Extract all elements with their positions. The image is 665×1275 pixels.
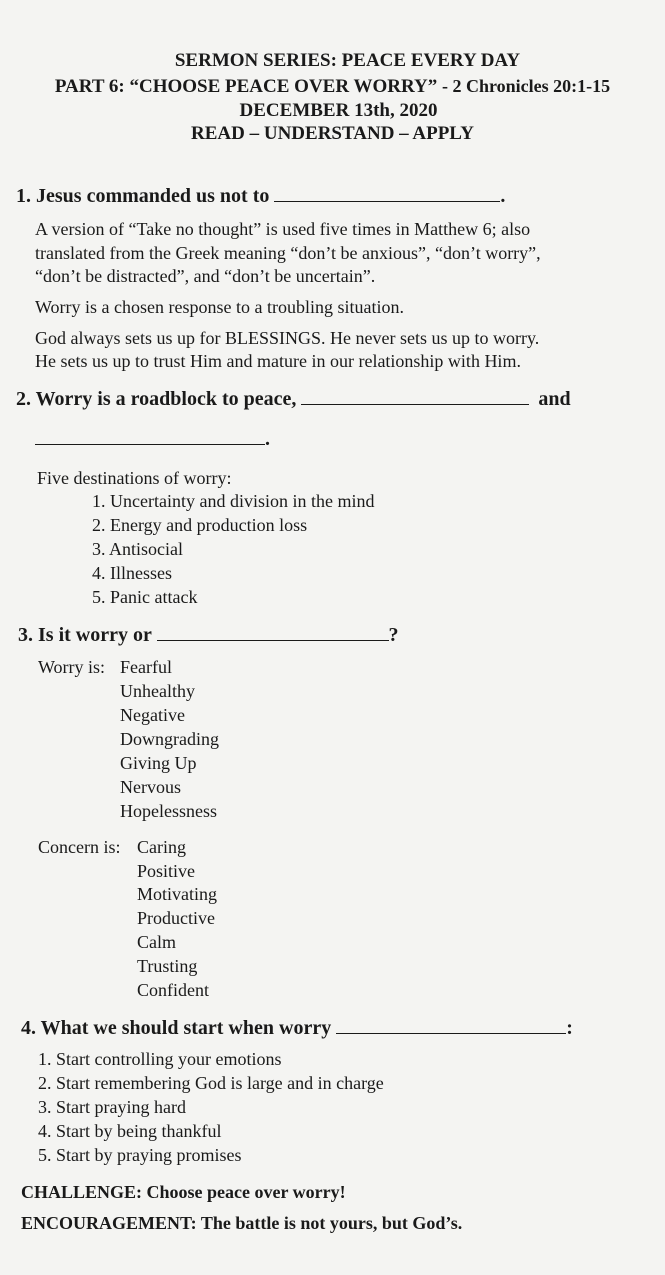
scripture-reference: - 2 Chronicles 20:1-15 — [442, 76, 611, 96]
point1-heading-end: . — [500, 185, 506, 207]
worry-item-4: Downgrading — [120, 729, 219, 749]
point2-blank-1 — [301, 390, 529, 405]
worry-item-7: Hopelessness — [120, 801, 217, 821]
point3-heading — [18, 624, 399, 647]
point4-item-3: 3. Start praying hard — [38, 1097, 186, 1117]
point1-para1-line2: translated from the Greek meaning “don’t be anxious”, “don’t worry”, — [35, 243, 541, 263]
point2-item-2: 2. Energy and production loss — [92, 515, 308, 535]
point4-heading — [21, 1017, 573, 1040]
point2-heading — [16, 388, 571, 411]
point4-heading-end: : — [566, 1017, 573, 1039]
concern-item-6: Trusting — [137, 956, 198, 976]
point2-item-5: 5. Panic attack — [92, 587, 198, 607]
point1-para2: Worry is a chosen response to a troubling situation. — [35, 297, 404, 317]
point4-item-1: 1. Start controlling your emotions — [38, 1049, 282, 1069]
point1-heading — [16, 185, 505, 208]
point3-heading-text: 3. Is it worry or — [18, 624, 152, 646]
part-title-main: PART 6: “CHOOSE PEACE OVER WORRY” — [54, 76, 442, 97]
point4-item-5: 5. Start by praying promises — [38, 1145, 242, 1165]
point2-intro: Five destinations of worry: — [37, 468, 232, 488]
point2-blank-2 — [35, 430, 265, 445]
encouragement: ENCOURAGEMENT: The battle is not yours, but God’s. — [21, 1213, 463, 1233]
concern-item-7: Confident — [137, 980, 209, 1000]
point1-para1-line3: “don’t be distracted”, and “don’t be uncertain”. — [35, 266, 376, 286]
point2-item-3: 3. Antisocial — [92, 539, 183, 559]
point1-heading-text: 1. Jesus commanded us not to — [16, 185, 270, 207]
point2-item-4: 4. Illnesses — [92, 563, 172, 583]
point4-heading-text: 4. What we should start when worry — [21, 1017, 332, 1039]
worry-item-3: Negative — [120, 705, 185, 725]
point4-item-2: 2. Start remembering God is large and in charge — [38, 1073, 384, 1093]
concern-label: Concern is: — [38, 837, 121, 857]
worry-label: Worry is: — [38, 657, 106, 677]
point2-heading-cont — [35, 428, 270, 451]
point4-blank — [336, 1019, 566, 1034]
point1-para3-line2: He sets us up to trust Him and mature in our relationship with Him. — [35, 351, 521, 371]
part-title — [0, 76, 665, 98]
point3-heading-end: ? — [388, 624, 399, 646]
worry-item-5: Giving Up — [120, 753, 197, 773]
point3-blank — [157, 626, 389, 641]
worry-item-2: Unhealthy — [120, 681, 195, 701]
concern-item-1: Caring — [137, 837, 186, 857]
point1-para1-line1: A version of “Take no thought” is used five times in Matthew 6; also — [35, 219, 531, 239]
series-title: SERMON SERIES: PEACE EVERY DAY — [174, 50, 521, 71]
concern-item-2: Positive — [137, 861, 196, 881]
challenge: CHALLENGE: Choose peace over worry! — [21, 1182, 346, 1202]
concern-item-3: Motivating — [137, 884, 217, 904]
sermon-date: DECEMBER 13th, 2020 — [239, 100, 438, 121]
point1-para3-line1: God always sets us up for BLESSINGS. He never sets us up to worry. — [35, 328, 540, 348]
concern-item-4: Productive — [137, 908, 215, 928]
worry-item-6: Nervous — [120, 777, 181, 797]
concern-item-5: Calm — [137, 932, 176, 952]
point2-heading-and: and — [538, 388, 571, 410]
sermon-motto: READ – UNDERSTAND – APPLY — [191, 123, 474, 144]
point2-item-1: 1. Uncertainty and division in the mind — [92, 491, 375, 511]
point1-blank — [274, 187, 500, 202]
worry-item-1: Fearful — [120, 657, 172, 677]
point2-heading-end: . — [265, 428, 270, 450]
point4-item-4: 4. Start by being thankful — [38, 1121, 222, 1141]
point2-heading-text: 2. Worry is a roadblock to peace, — [16, 388, 297, 410]
